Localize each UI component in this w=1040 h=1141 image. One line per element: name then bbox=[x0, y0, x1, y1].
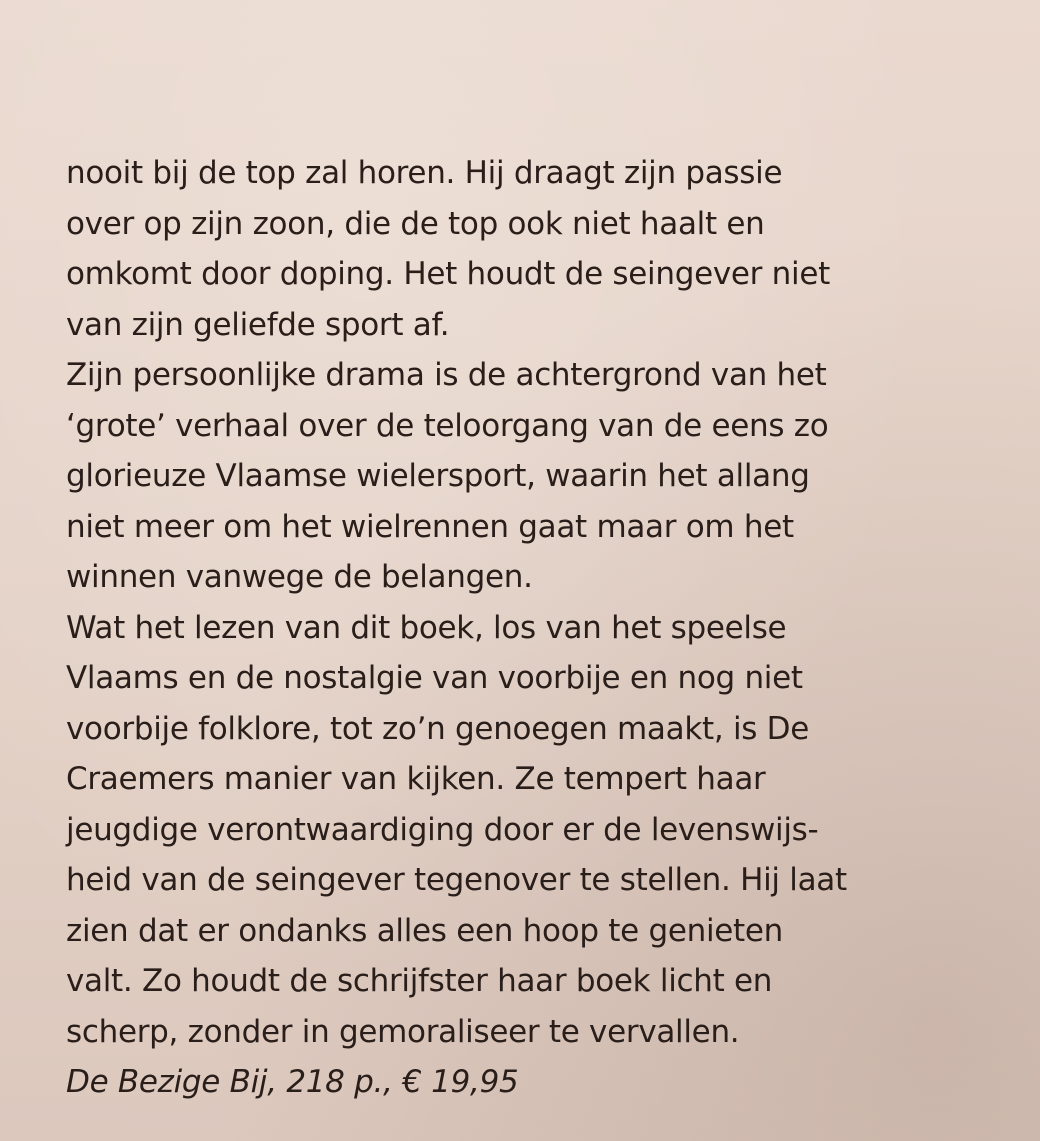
text-line: heid van de seingever tegenover te stellen. Hij laat bbox=[66, 862, 847, 898]
text-line: Vlaams en de nostalgie van voorbije en nog niet bbox=[66, 660, 803, 696]
review-text bbox=[66, 148, 966, 1108]
text-line: jeugdige verontwaardiging door er de levenswijs- bbox=[66, 811, 819, 848]
text-line: over op zijn zoon, die de top ook niet haalt en bbox=[66, 205, 765, 242]
text-line: ‘grote’ verhaal over de teloorgang van de eens zo bbox=[66, 407, 829, 444]
text-line: voorbije folklore, tot zo’n genoegen maakt, is De bbox=[66, 710, 809, 747]
text-line: winnen vanwege de belangen. bbox=[66, 559, 533, 595]
text-line: glorieuze Vlaamse wielersport, waarin het allang bbox=[66, 458, 810, 494]
text-line: omkomt door doping. Het houdt de seingever niet bbox=[66, 256, 830, 292]
text-line: zien dat er ondanks alles een hoop te genieten bbox=[66, 912, 784, 949]
text-line: niet meer om het wielrennen gaat maar om het bbox=[66, 508, 794, 545]
text-line: Wat het lezen van dit boek, los van het speelse bbox=[66, 609, 787, 646]
book-citation: De Bezige Bij, 218 p., € 19,95 bbox=[66, 1064, 519, 1100]
text-line: valt. Zo houdt de schrijfster haar boek licht en bbox=[66, 963, 773, 999]
text-line: Craemers manier van kijken. Ze tempert haar bbox=[66, 761, 766, 797]
text-line: van zijn geliefde sport af. bbox=[66, 306, 450, 343]
text-line: scherp, zonder in gemoraliseer te vervallen. bbox=[66, 1013, 740, 1050]
text-line: nooit bij de top zal horen. Hij draagt zijn passie bbox=[66, 155, 783, 191]
text-line: Zijn persoonlijke drama is de achtergrond van het bbox=[66, 357, 827, 393]
